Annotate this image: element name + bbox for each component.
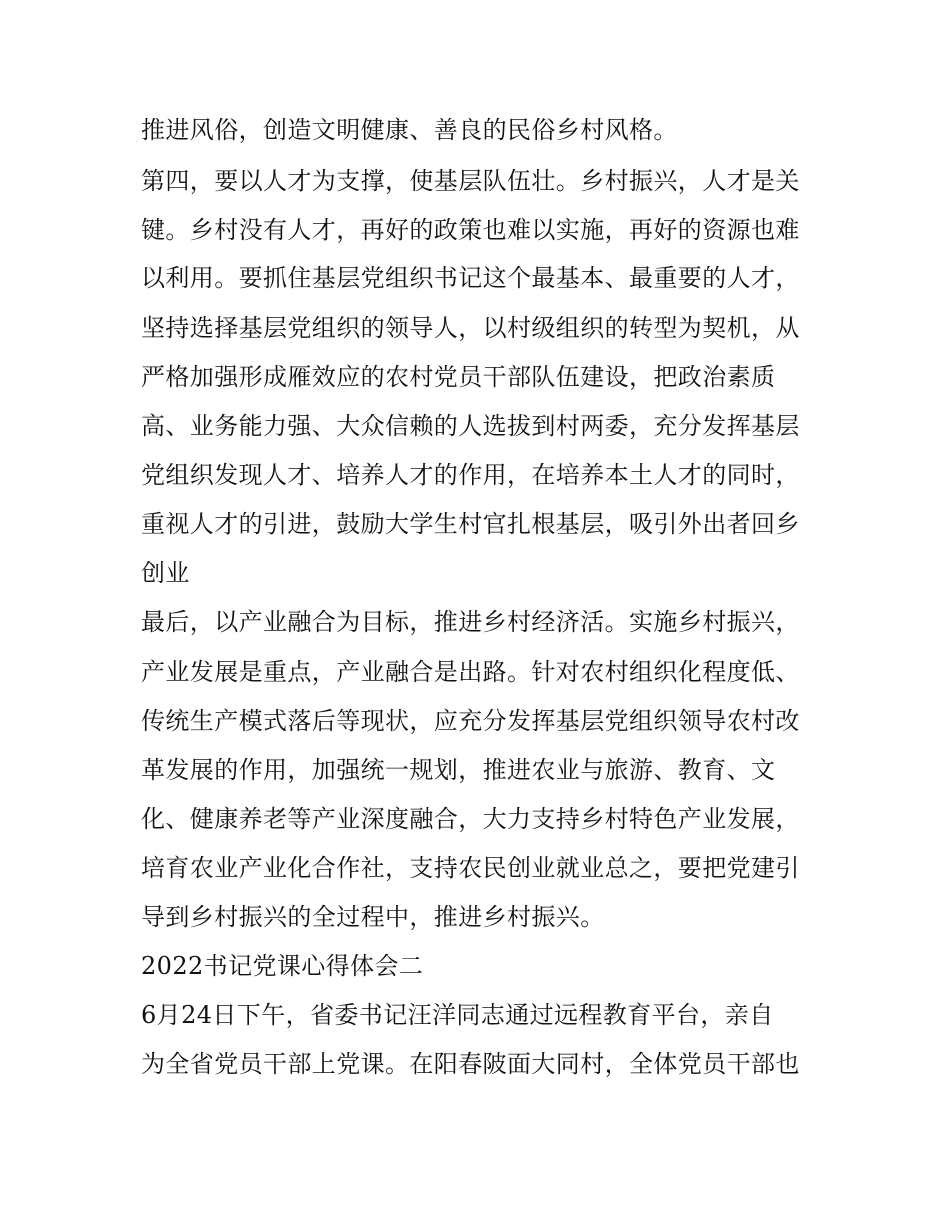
paragraph-line: 传统生产模式落后等现状，应充分发挥基层党组织领导农村改 bbox=[141, 707, 800, 735]
paragraph-line: 导到乡村振兴的全过程中，推进乡村振兴。 bbox=[141, 903, 605, 931]
paragraph-line: 培育农业产业化合作社，支持农民创业就业总之，要把党建引 bbox=[141, 854, 800, 882]
paragraph-line: 化、健康养老等产业深度融合，大力支持乡村特色产业发展， bbox=[141, 805, 800, 833]
paragraph-line: 键。乡村没有人才，再好的政策也难以实施，再好的资源也难 bbox=[141, 216, 800, 244]
paragraph-line: 为全省党员干部上党课。在阳春陂面大同村，全体党员干部也 bbox=[141, 1050, 800, 1078]
paragraph-line: 推进风俗，创造文明健康、善良的民俗乡村风格。 bbox=[141, 116, 678, 144]
section-heading: 2022书记党课心得体会二 bbox=[141, 952, 424, 980]
paragraph-line: 第四，要以人才为支撑，使基层队伍壮。乡村振兴，人才是关 bbox=[141, 167, 800, 195]
paragraph-line: 产业发展是重点，产业融合是出路。针对农村组织化程度低、 bbox=[141, 658, 800, 686]
paragraph-line: 最后，以产业融合为目标，推进乡村经济活。实施乡村振兴， bbox=[141, 608, 800, 636]
paragraph-line: 革发展的作用，加强统一规划，推进农业与旅游、教育、文 bbox=[141, 756, 776, 784]
paragraph-line: 创业 bbox=[141, 559, 190, 587]
paragraph-line: 重视人才的引进，鼓励大学生村官扎根基层，吸引外出者回乡 bbox=[141, 510, 800, 538]
paragraph-line: 以利用。要抓住基层党组织书记这个最基本、最重要的人才， bbox=[141, 264, 800, 292]
paragraph-line: 高、业务能力强、大众信赖的人选拔到村两委，充分发挥基层 bbox=[141, 412, 800, 440]
paragraph-line: 6月24日下午，省委书记汪洋同志通过远程教育平台，亲自 bbox=[141, 1001, 774, 1029]
paragraph-line: 严格加强形成雁效应的农村党员干部队伍建设，把政治素质 bbox=[141, 363, 776, 391]
paragraph-line: 坚持选择基层党组织的领导人，以村级组织的转型为契机，从 bbox=[141, 314, 800, 342]
paragraph-line: 党组织发现人才、培养人才的作用，在培养本土人才的同时， bbox=[141, 461, 800, 489]
